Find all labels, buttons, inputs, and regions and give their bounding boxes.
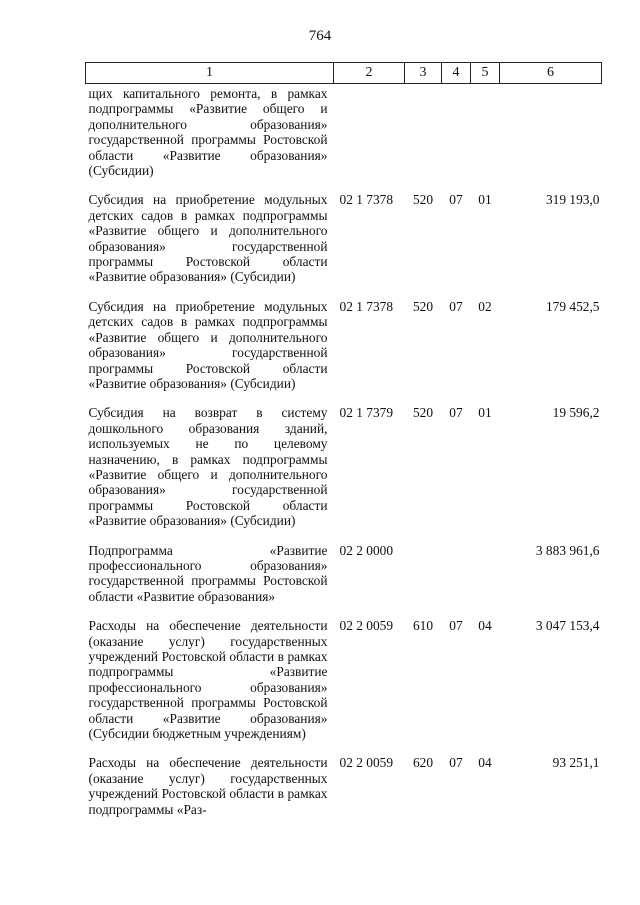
row-target-code: 02 1 7379 bbox=[339, 405, 394, 421]
table-row bbox=[86, 192, 602, 298]
row-expense-type bbox=[405, 543, 442, 619]
row-subsection: 02 bbox=[478, 298, 492, 314]
row-name: Субсидия на возврат в систему дошкольного образования зданий, используемых не по целевому назначению, в рамках подпрограммы «Развитие общего и дополнительного образования» государственной программы Ростовской области «Развитие образования» (Субсидии) bbox=[88, 405, 328, 529]
row-amount: 19 596,2 bbox=[552, 405, 600, 421]
table-row bbox=[86, 755, 602, 831]
row-target-code bbox=[334, 84, 405, 193]
row-expense-type: 520 bbox=[412, 192, 434, 208]
row-subsection: 04 bbox=[478, 755, 492, 771]
row-section: 07 bbox=[449, 405, 463, 421]
row-target-code: 02 2 0059 bbox=[339, 618, 394, 634]
table-row bbox=[86, 299, 602, 405]
row-subsection: 01 bbox=[478, 192, 492, 208]
row-section: 07 bbox=[449, 618, 463, 634]
row-section: 07 bbox=[449, 192, 463, 208]
table-row bbox=[86, 405, 602, 542]
row-subsection: 01 bbox=[478, 405, 492, 421]
row-expense-type: 610 bbox=[412, 618, 434, 634]
row-section: 07 bbox=[449, 755, 463, 771]
row-target-code: 02 2 0059 bbox=[339, 755, 394, 771]
row-name: Расходы на обеспечение деятельности (оказание услуг) государственных учреждений Ростовской области в рамках подпрограммы «Раз- bbox=[88, 755, 328, 817]
row-amount bbox=[500, 84, 602, 193]
row-name: Субсидия на приобретение модульных детских садов в рамках подпрограммы «Развитие общего и дополнительного образования» государственной программы Ростовской области «Развитие образования» (Субсидии) bbox=[88, 192, 328, 285]
row-subsection bbox=[471, 543, 500, 619]
header-col-2: 2 bbox=[334, 63, 405, 84]
table-row bbox=[86, 618, 602, 755]
row-name: щих капитального ремонта, в рамках подпрограммы «Развитие общего и дополнительного образования» государственной программы Ростовской области «Развитие образования» (Субсидии) bbox=[88, 86, 328, 179]
header-col-6: 6 bbox=[500, 63, 602, 84]
row-target-code: 02 2 0000 bbox=[339, 542, 394, 558]
row-amount: 3 883 961,6 bbox=[535, 542, 600, 558]
budget-table bbox=[85, 62, 602, 831]
header-col-1: 1 bbox=[86, 63, 334, 84]
header-col-4: 4 bbox=[442, 63, 471, 84]
table-body bbox=[86, 84, 602, 832]
header-row bbox=[86, 63, 602, 84]
row-section bbox=[442, 84, 471, 193]
row-target-code: 02 1 7378 bbox=[339, 192, 394, 208]
row-section: 07 bbox=[449, 298, 463, 314]
row-name: Расходы на обеспечение деятельности (оказание услуг) государственных учреждений Ростовской области в рамках подпрограммы «Развитие профессионального образования» государственной программы Ростовской области «Развитие образования» (Субсидии бюджетным учреждениям) bbox=[88, 618, 328, 742]
table-row bbox=[86, 543, 602, 619]
row-amount: 3 047 153,4 bbox=[535, 618, 600, 634]
row-amount: 93 251,1 bbox=[552, 755, 600, 771]
row-section bbox=[442, 543, 471, 619]
table-header bbox=[86, 63, 602, 84]
row-subsection: 04 bbox=[478, 618, 492, 634]
row-expense-type: 620 bbox=[412, 755, 434, 771]
page-number: 764 bbox=[308, 28, 332, 44]
row-amount: 319 193,0 bbox=[545, 192, 600, 208]
header-col-5: 5 bbox=[471, 63, 500, 84]
row-name: Подпрограмма «Развитие профессионального образования» государственной программы Ростовской области «Развитие образования» bbox=[88, 542, 328, 604]
row-subsection bbox=[471, 84, 500, 193]
row-expense-type bbox=[405, 84, 442, 193]
header-col-3: 3 bbox=[405, 63, 442, 84]
row-expense-type: 520 bbox=[412, 405, 434, 421]
row-amount: 179 452,5 bbox=[545, 298, 600, 314]
row-expense-type: 520 bbox=[412, 298, 434, 314]
table-row bbox=[86, 84, 602, 193]
row-target-code: 02 1 7378 bbox=[339, 298, 394, 314]
row-name: Субсидия на приобретение модульных детских садов в рамках подпрограммы «Развитие общего и дополнительного образования» государственной программы Ростовской области «Развитие образования» (Субсидии) bbox=[88, 298, 328, 391]
